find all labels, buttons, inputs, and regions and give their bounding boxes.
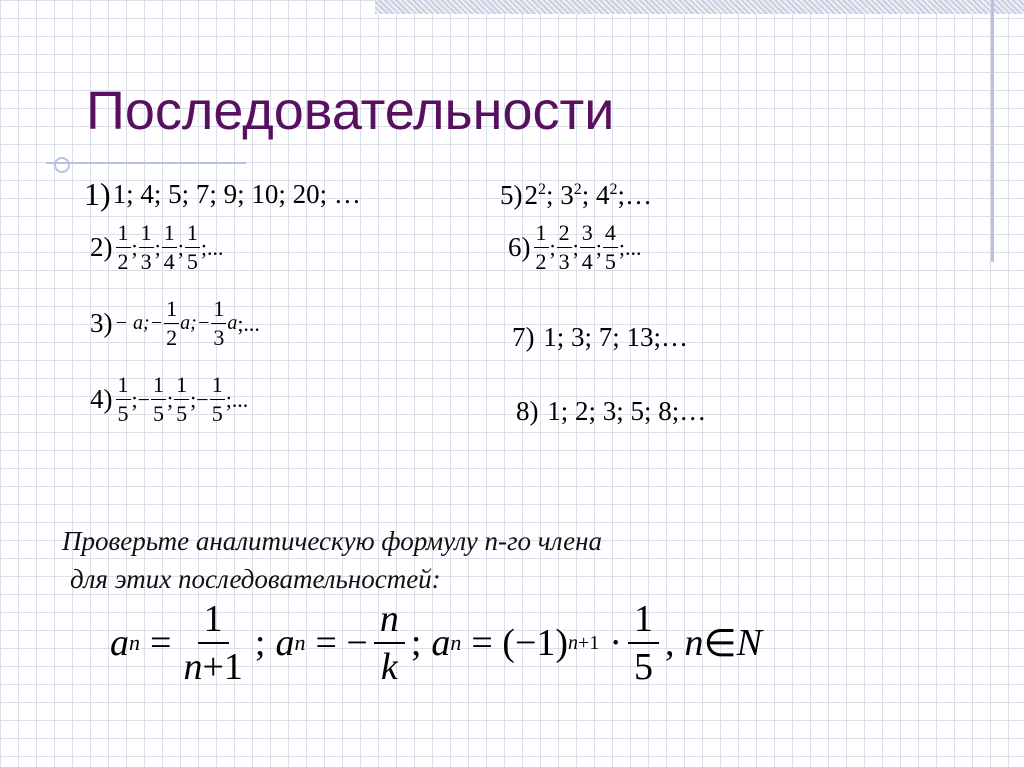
sequence-7: [512, 322, 688, 353]
fraction: $\frac{4}{5}$: [604, 220, 616, 274]
formula-line: a n = $\frac{1}{n+1}$ ; a n = − $\frac{n}{k}$ ; a n = (−1) n+1 · $\frac{1}{5}$ , n ∈ N: [110, 598, 762, 688]
sequence-5-tail: ;…: [617, 180, 653, 210]
fraction: $\frac{n}{k}$: [374, 600, 405, 686]
sequence-1-terms: 1; 4; 5; 7; 9; 10; 20; …: [112, 179, 361, 209]
decorative-circle-icon: [54, 157, 70, 173]
fraction: $\frac{1}{2}$: [117, 220, 129, 274]
fraction: $\frac{1}{5}$: [628, 600, 659, 686]
sequence-5: [500, 180, 652, 211]
sequence-2: 2) $\frac{1}{2}$ ; $\frac{1}{3}$ ; $\frac{1}{4}$ ; $\frac{1}{5}$ ;...: [90, 220, 224, 274]
decorative-top-band: [375, 0, 1024, 14]
fraction: $\frac{1}{3}$: [213, 296, 225, 350]
sequence-4-tail: ;...: [225, 386, 249, 412]
fraction: $\frac{1}{5}$: [186, 220, 198, 274]
sequence-6-tail: ;...: [618, 234, 642, 260]
sequence-2-label: 2): [90, 232, 113, 262]
sequence-8: [516, 396, 706, 427]
sequence-6-label: 6): [508, 232, 531, 262]
sequence-2-tail: ;...: [200, 234, 224, 260]
sequence-1: [84, 176, 361, 213]
fraction: $\frac{1}{3}$: [140, 220, 152, 274]
fraction: $\frac{1}{n+1}$: [183, 598, 243, 688]
sequence-5-label: 5): [500, 180, 523, 210]
instruction-line-2: для этих последовательностей:: [70, 564, 441, 594]
fraction: $\frac{1}{5}$: [211, 372, 223, 426]
fraction: $\frac{1}{4}$: [163, 220, 175, 274]
fraction: $\frac{1}{5}$: [117, 372, 129, 426]
sequence-5-terms: $2^2$; $3^2$; $4^2$: [524, 180, 618, 210]
sequence-4-label: 4): [90, 384, 113, 414]
fraction: $\frac{1}{2}$: [535, 220, 547, 274]
slide-title: Последовательности: [86, 81, 615, 141]
sequence-7-terms: 1; 3; 7; 13;…: [543, 322, 689, 352]
sequence-7-label: 7): [512, 322, 535, 352]
sequence-6: 6) $\frac{1}{2}$ ; $\frac{2}{3}$ ; $\frac{3}{4}$ ; $\frac{4}{5}$ ;...: [508, 220, 642, 274]
decorative-horizontal-rule: [46, 162, 246, 164]
instruction-line-1: Проверьте аналитическую формулу n-го члена: [62, 526, 603, 556]
sequence-3-label: 3): [90, 308, 113, 338]
fraction: $\frac{2}{3}$: [558, 220, 570, 274]
sequence-1-label: 1): [84, 176, 111, 212]
decorative-vertical-rule: [991, 0, 994, 262]
sequence-3: 3) − a;− $\frac{1}{2}$ a;− $\frac{1}{3}$ a ;...: [90, 296, 260, 350]
fraction: $\frac{1}{2}$: [166, 296, 178, 350]
sequence-4: 4) $\frac{1}{5}$ ;− $\frac{1}{5}$ ; $\frac{1}{5}$ ;− $\frac{1}{5}$ ;...: [90, 372, 249, 426]
fraction: $\frac{1}{5}$: [153, 372, 165, 426]
sequence-8-label: 8): [516, 396, 539, 426]
fraction: $\frac{1}{5}$: [176, 372, 188, 426]
sequence-8-terms: 1; 2; 3; 5; 8;…: [547, 396, 707, 426]
fraction: $\frac{3}{4}$: [581, 220, 593, 274]
sequence-3-tail: ;...: [237, 310, 260, 336]
